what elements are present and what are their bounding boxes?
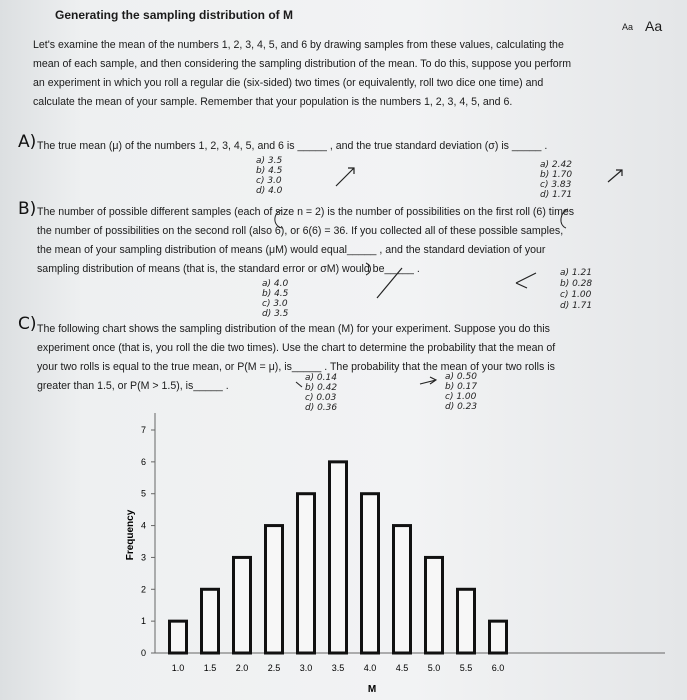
bar-5.5 [458, 589, 475, 653]
arrow-mark [336, 168, 354, 186]
hand-choice: b) 1.70 [540, 170, 573, 180]
x-tick-label: 2.0 [235, 663, 249, 673]
part-c-line-4: greater than 1.5, or P(M > 1.5), is_____ . [37, 380, 229, 392]
hand-choice: d) 0.23 [445, 402, 478, 412]
intro-line-3: an experiment in which you roll a regular die (six-sided) two times (or equivalently, roll two dice one time) and [33, 77, 544, 89]
hand-choice: d) 1.71 [560, 301, 593, 311]
bar-6.0 [490, 621, 507, 653]
hand-choice: d) 0.36 [305, 403, 338, 413]
part-b-line-1: The number of possible different samples (each of size n = 2) is the number of possibilities on the first roll (6) times [37, 206, 575, 218]
arrow-mark [296, 382, 302, 387]
circle-mark [561, 209, 568, 228]
bar-5.0 [426, 557, 443, 653]
intro-line-1: Let's examine the mean of the numbers 1, 2, 3, 4, 5, and 6 by drawing samples from these values, calculating the [33, 39, 564, 51]
x-tick-label: 3.0 [299, 663, 313, 673]
part-a-marker: A) [18, 132, 37, 152]
hand-choice: b) 0.28 [560, 279, 593, 289]
x-tick-label: 6.0 [491, 663, 505, 673]
intro-line-2: mean of each sample, and then considering the sampling distribution of the mean. To do this, suppose you perform [33, 58, 572, 70]
hand-choice: a) 3.5 [256, 156, 283, 166]
hand-choice: a) 2.42 [540, 160, 572, 170]
hand-choice: c) 1.00 [560, 290, 592, 300]
hand-choice: a) 0.14 [305, 373, 337, 383]
y-axis-label: Frequency [125, 509, 136, 561]
y-tick-label: 0 [140, 648, 146, 658]
y-tick-label: 5 [140, 488, 146, 499]
font-size-large-button[interactable]: Aa [645, 18, 663, 34]
hand-choice: b) 4.5 [262, 289, 289, 299]
x-tick-label: 4.0 [363, 663, 377, 673]
x-ticks [172, 663, 505, 673]
hand-choice: c) 3.83 [540, 180, 572, 190]
frequency-chart [120, 405, 680, 700]
hand-choice: d) 3.5 [262, 309, 289, 319]
part-b-marker: B) [18, 199, 37, 219]
bar-4.0 [362, 494, 379, 653]
font-size-small-button[interactable]: Aa [622, 22, 634, 32]
bar-3.5 [330, 462, 347, 653]
bar-2.0 [234, 557, 251, 653]
part-b-line-2: the number of possibilities on the second roll (also 6), or 6(6) = 36. If you collected all of these possible samples, [37, 225, 564, 237]
arrow-mark [420, 377, 436, 384]
x-tick-label: 3.5 [331, 663, 345, 673]
part-c-line-3: your two rolls is equal to the true mean, or P(M = μ), is_____ . The probability that the mean of your two rolls is [37, 361, 555, 373]
bar-1.0 [170, 621, 187, 653]
part-b-line-3: the mean of your sampling distribution of means (μM) would equal_____ , and the standard deviation of your [37, 244, 546, 256]
arrow-mark [516, 273, 536, 288]
bar-3.0 [298, 494, 315, 653]
hand-choice: c) 1.00 [445, 392, 477, 402]
y-tick-label: 4 [140, 520, 146, 531]
hand-choice: b) 0.17 [445, 382, 478, 392]
intro-line-4: calculate the mean of your sample. Remember that your population is the numbers 1, 2, 3, 4, 5, and 6. [33, 96, 513, 108]
y-tick-label: 2 [140, 584, 146, 595]
y-tick-label: 1 [140, 616, 146, 627]
x-tick-label: 5.0 [427, 663, 441, 673]
hand-choice: b) 0.42 [305, 383, 338, 393]
x-tick-label: 1.5 [203, 663, 217, 673]
hand-choice: d) 4.0 [256, 186, 283, 196]
circle-mark [275, 210, 282, 228]
hand-choice: a) 1.21 [560, 268, 592, 278]
x-tick-label: 4.5 [395, 663, 409, 673]
hand-choice: a) 4.0 [262, 279, 289, 289]
part-a-text: The true mean (μ) of the numbers 1, 2, 3, 4, 5, and 6 is _____ , and the true standard deviation (σ) is _____ . [37, 140, 548, 152]
x-tick-label: 1.0 [171, 663, 185, 673]
bar-1.5 [202, 589, 219, 653]
bars [170, 462, 507, 653]
part-c-line-2: experiment once (that is, you roll the die two times). Use the chart to determine the probability that the mean of [37, 342, 556, 354]
hand-choice: c) 3.0 [262, 299, 288, 309]
part-c-line-1: The following chart shows the sampling distribution of the mean (M) for your experiment. Suppose you do this [37, 323, 550, 335]
hand-choice: a) 0.50 [445, 372, 477, 382]
y-tick-label: 7 [140, 425, 146, 435]
part-c-marker: C) [18, 314, 37, 334]
x-axis-label: M [367, 684, 377, 695]
bar-2.5 [266, 526, 283, 653]
circle-mark [366, 263, 371, 275]
arrow-mark [608, 170, 622, 182]
hand-choice: d) 1.71 [540, 190, 573, 200]
hand-choice: c) 0.03 [305, 393, 337, 403]
bar-4.5 [394, 526, 411, 653]
y-ticks [141, 425, 155, 658]
hand-choice: c) 3.0 [256, 176, 282, 186]
x-tick-label: 2.5 [267, 663, 281, 673]
page-title: Generating the sampling distribution of M [55, 8, 294, 22]
arrow-mark [377, 268, 402, 298]
hand-choice: b) 4.5 [256, 166, 283, 176]
y-tick-label: 6 [140, 456, 146, 467]
x-tick-label: 5.5 [459, 663, 473, 673]
y-tick-label: 3 [140, 552, 146, 563]
part-b-line-4: sampling distribution of means (that is, the standard error or σM) would be_____ . [37, 263, 420, 275]
